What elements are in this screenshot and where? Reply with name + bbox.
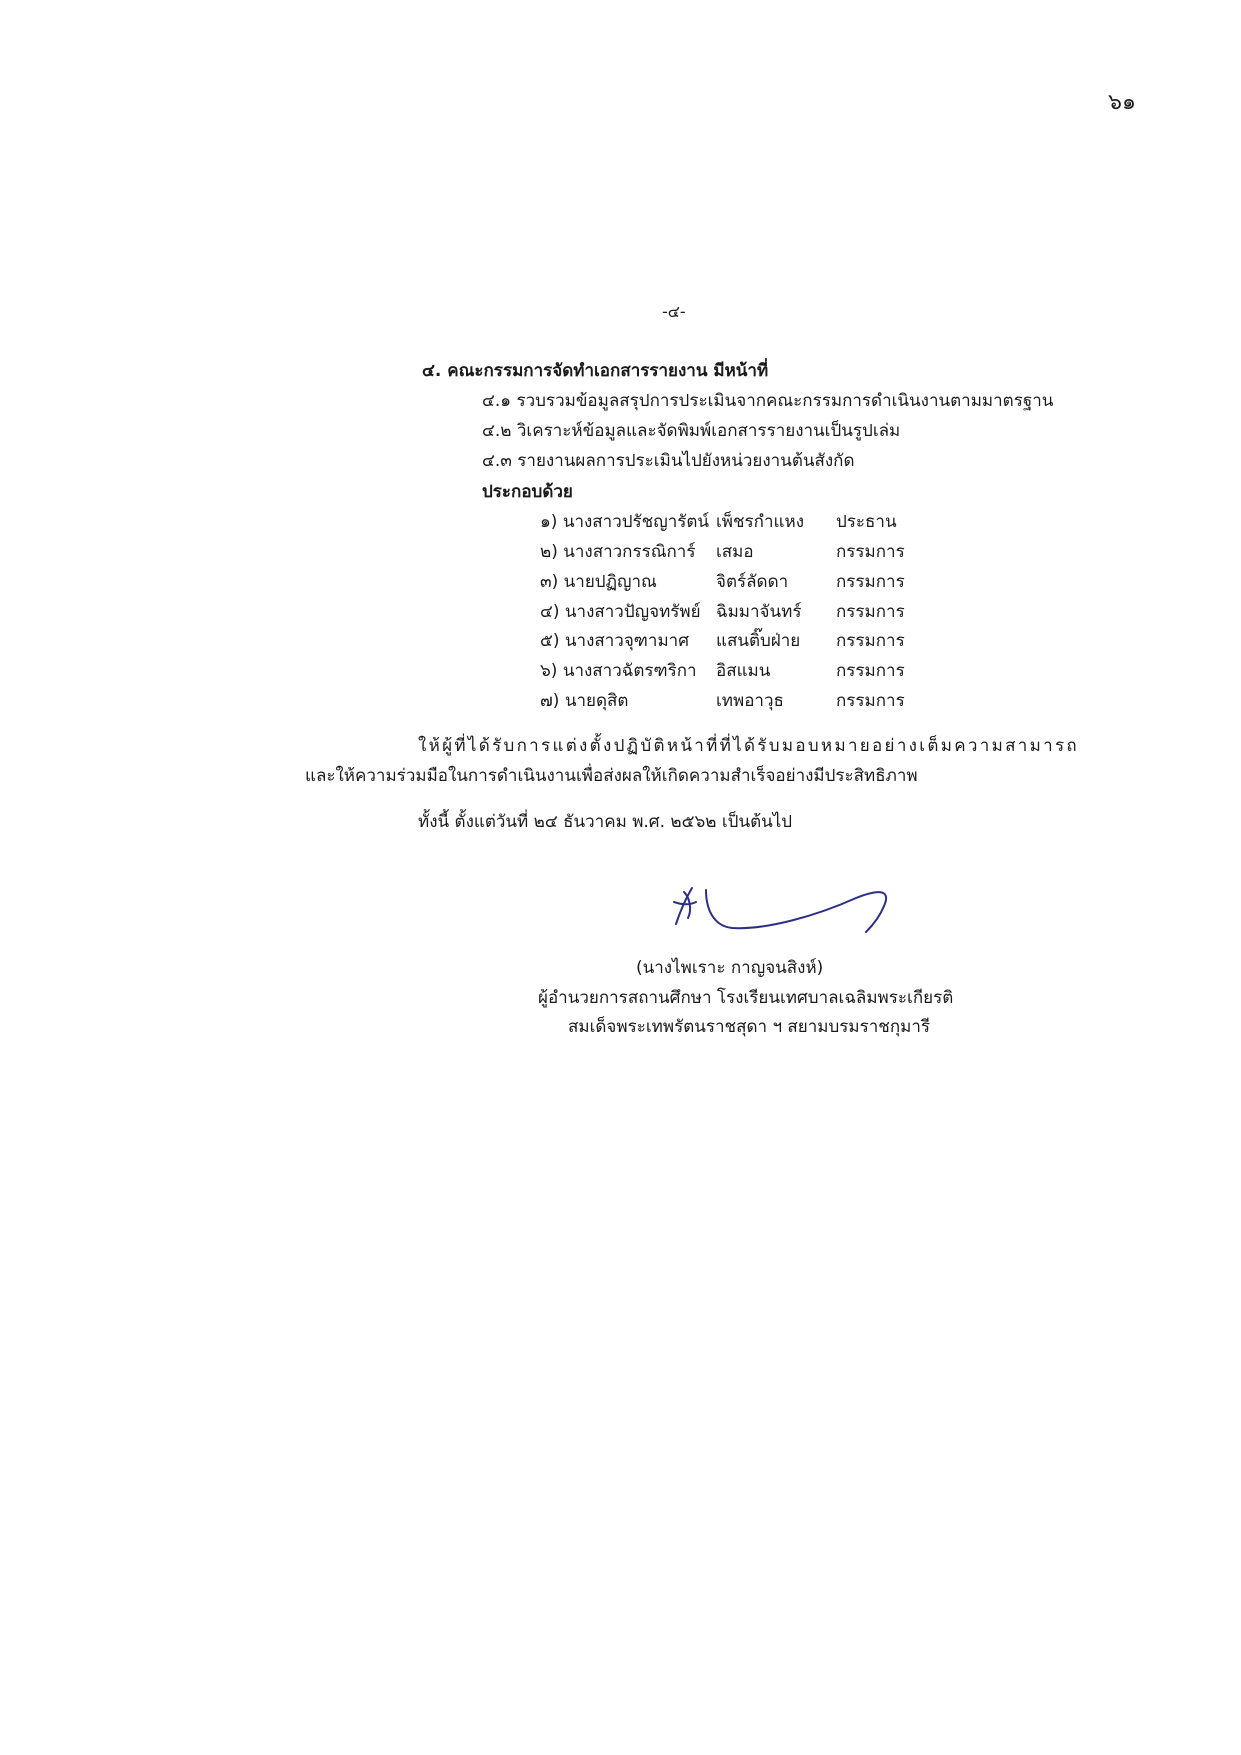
signature-strokes <box>666 876 898 948</box>
duty-item: ๔.๑ รวบรวมข้อมูลสรุปการประเมินจากคณะกรรมการดำเนินงานตามมาตรฐาน <box>482 391 1054 411</box>
member-role: กรรมการ <box>836 691 905 711</box>
effective-date-statement: ทั้งนี้ ตั้งแต่วันที่ ๒๔ ธันวาคม พ.ศ. ๒๕๖๒ เป็นต้นไป <box>418 812 793 832</box>
member-role: กรรมการ <box>836 602 905 622</box>
signatory-position: สมเด็จพระเทพรัตนราชสุดา ฯ สยามบรมราชกุมารี <box>568 1017 931 1037</box>
member-surname: เสมอ <box>716 542 754 562</box>
member-name: ๓) นายปฏิญาณ <box>540 572 657 592</box>
member-surname: อิสแมน <box>716 661 771 681</box>
composed-of-label: ประกอบด้วย <box>482 482 573 502</box>
section-heading: ๔. คณะกรรมการจัดทำเอกสารรายงาน มีหน้าที่ <box>422 361 769 381</box>
member-surname: แสนติ๊บฝ่าย <box>716 631 801 651</box>
member-role: กรรมการ <box>836 572 905 592</box>
member-role: กรรมการ <box>836 661 905 681</box>
signatory-name: (นางไพเราะ กาญจนสิงห์) <box>636 958 824 978</box>
member-role: กรรมการ <box>836 631 905 651</box>
member-name: ๒) นางสาวกรรณิการ์ <box>540 542 696 562</box>
member-surname: จิตร์ลัดดา <box>716 572 789 592</box>
signatory-position: ผู้อำนวยการสถานศึกษา โรงเรียนเทศบาลเฉลิมพระเกียรติ <box>538 988 954 1008</box>
instruction-paragraph-line: และให้ความร่วมมือในการดำเนินงานเพื่อส่งผลให้เกิดความสำเร็จอย่างมีประสิทธิภาพ <box>305 766 918 786</box>
member-name: ๗) นายดุสิต <box>540 691 629 711</box>
member-name: ๕) นางสาวจุฑามาศ <box>540 631 689 651</box>
duty-item: ๔.๓ รายงานผลการประเมินไปยังหน่วยงานต้นสังกัด <box>482 451 855 471</box>
member-name: ๑) นางสาวปรัชญารัตน์ <box>540 512 710 532</box>
member-surname: ฉิมมาจันทร์ <box>716 602 802 622</box>
signature <box>666 876 898 948</box>
instruction-paragraph-line: ให้ผู้ที่ได้รับการแต่งตั้งปฏิบัติหน้าที่ที่ได้รับมอบหมายอย่างเต็มความสามารถ <box>418 736 1079 756</box>
member-role: ประธาน <box>836 512 897 532</box>
member-name: ๖) นางสาวฉัตรฑริกา <box>540 661 697 681</box>
sub-page-number: -๔- <box>662 302 686 321</box>
member-role: กรรมการ <box>836 542 905 562</box>
page-number: ๖๑ <box>1108 90 1136 115</box>
duty-item: ๔.๒ วิเคราะห์ข้อมูลและจัดพิมพ์เอกสารรายงานเป็นรูปเล่ม <box>482 421 901 441</box>
member-surname: เทพอาวุธ <box>716 691 784 711</box>
member-name: ๔) นางสาวปัญจทรัพย์ <box>540 602 701 622</box>
member-surname: เพ็ชรกำแหง <box>716 512 804 532</box>
